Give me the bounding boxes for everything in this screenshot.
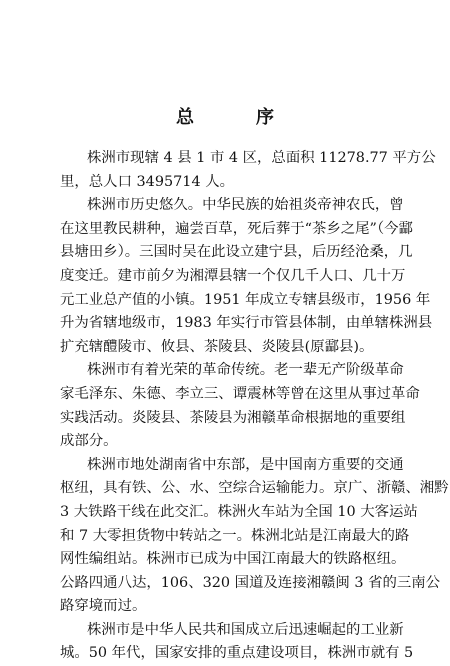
text-line: 元工业总产值的小镇。1951 年成立专辖县级市，1956 年 (60, 291, 431, 308)
body-text (60, 147, 449, 666)
text-line: 城。50 年代，国家安排的重点建设项目，株洲市就有 5 (60, 645, 414, 662)
text-line: 株洲市有着光荣的革命传统。老一辈无产阶级革命 (87, 362, 404, 379)
text-line: 升为省辖地级市，1983 年实行市管县体制，由单辖株洲县 (60, 315, 433, 332)
text-line: 家毛泽东、朱德、李立三、谭震林等曾在这里从事过革命 (60, 385, 420, 402)
page-title: 总 序 (176, 107, 296, 128)
text-line: 成部分。 (60, 433, 118, 450)
text-line: 在这里教民耕种，遍尝百草，死后葬于“茶乡之尾”（今酃 (60, 220, 413, 237)
text-line: 里，总人口 3495714 人。 (60, 173, 234, 190)
text-line: 枢纽，具有铁、公、水、空综合运输能力。京广、浙赣、湘黔 (60, 480, 449, 497)
text-line: 实践活动。炎陵县、茶陵县为湘赣革命根据地的重要组 (60, 409, 406, 426)
text-line: 网性编组站。株洲市已成为中国江南最大的铁路枢纽。 (60, 551, 406, 568)
text-line: 3 大铁路干线在此交汇。株洲火车站为全国 10 大客运站 (60, 503, 418, 520)
paragraph-1 (60, 147, 436, 194)
text-line: 株洲市地处湖南省中东部，是中国南方重要的交通 (87, 456, 404, 473)
text-line: 公路四通八达，106、320 国道及连接湘赣闽 3 省的三南公 (60, 574, 441, 591)
paragraph-4 (60, 454, 449, 619)
paragraph-3 (60, 359, 420, 453)
text-line: 和 7 大零担货物中转站之一。株洲北站是江南最大的路 (60, 527, 410, 544)
text-line: 株洲市是中华人民共和国成立后迅速崛起的工业新 (87, 621, 404, 638)
text-line: 株洲市历史悠久。中华民族的始祖炎帝神农氏，曾 (87, 197, 404, 214)
paragraph-5 (60, 619, 414, 666)
text-line: 株洲市现辖 4 县 1 市 4 区，总面积 11278.77 平方公 (87, 150, 436, 166)
text-line: 县塘田乡）。三国时吴在此设立建宁县，后历经沧桑，几 (60, 244, 413, 261)
text-line: 度变迁。建市前夕为湘潭县辖一个仅几千人口、几十万 (60, 267, 406, 284)
paragraph-2 (60, 194, 433, 359)
text-line: 扩充辖醴陵市、攸县、茶陵县、炎陵县(原酃县)。 (60, 338, 374, 355)
text-line: 路穿境而过。 (60, 598, 147, 615)
